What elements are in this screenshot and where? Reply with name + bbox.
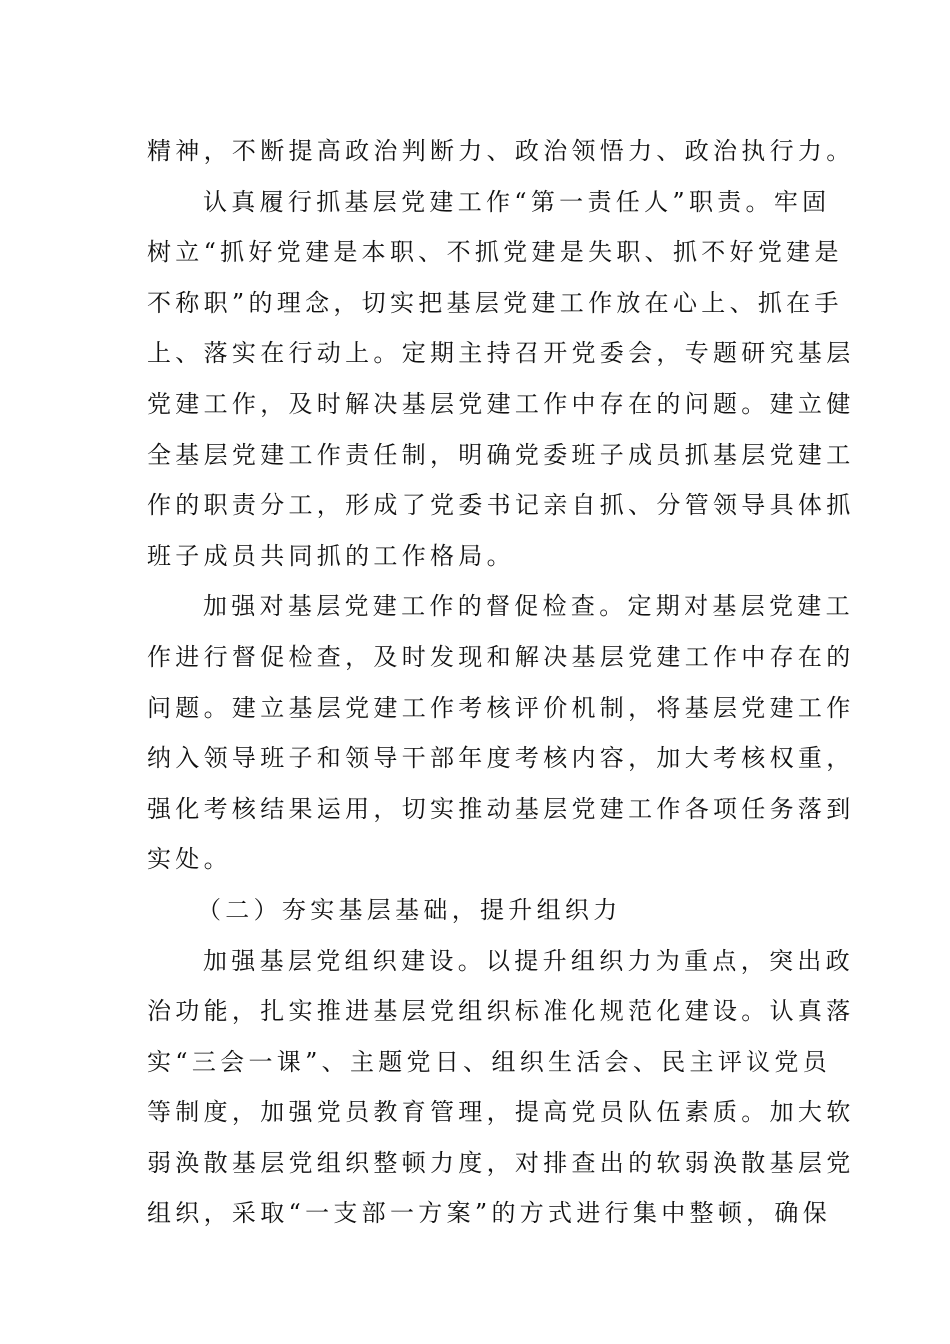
text-line: 班子成员共同抓的工作格局。 [147,541,515,570]
text-line: 问题。建立基层党建工作考核评价机制，将基层党建工作 [147,693,855,722]
text-line: 强化考核结果运用，切实推动基层党建工作各项任务落到 [147,794,855,823]
document-body [147,126,855,1239]
text-line: 作进行督促检查，及时发现和解决基层党建工作中存在的 [147,642,855,671]
text-line: 作的职责分工，形成了党委书记亲自抓、分管领导具体抓 [147,491,855,520]
text-line: 治功能，扎实推进基层党组织标准化规范化建设。认真落 [147,997,855,1026]
paragraph-first-line: 认真履行抓基层党建工作“第一责任人”职责。牢固 [203,187,831,216]
text-line: 不称职”的理念，切实把基层党建工作放在心上、抓在手 [147,288,843,317]
text-line: 实处。 [147,845,232,874]
paragraph-first-line: 加强对基层党建工作的督促检查。定期对基层党建工 [203,592,854,621]
text-line: 弱涣散基层党组织整顿力度，对排查出的软弱涣散基层党 [147,1148,855,1177]
text-line: 实“三会一课”、主题党日、组织生活会、民主评议党员 [147,1047,832,1076]
text-line: 组织，采取“一支部一方案”的方式进行集中整顿，确保 [147,1199,832,1228]
section-heading: （二）夯实基层基础，提升组织力 [197,895,622,924]
text-line: 树立“抓好党建是本职、不抓党建是失职、抓不好党建是 [147,238,843,267]
paragraph-first-line: 加强基层党组织建设。以提升组织力为重点，突出政 [203,946,854,975]
text-line: 精神，不断提高政治判断力、政治领悟力、政治执行力。 [147,137,855,165]
text-line: 上、落实在行动上。定期主持召开党委会，专题研究基层 [147,339,855,368]
text-line: 纳入领导班子和领导干部年度考核内容，加大考核权重， [147,744,855,773]
text-line: 全基层党建工作责任制，明确党委班子成员抓基层党建工 [147,440,855,469]
text-line: 党建工作，及时解决基层党建工作中存在的问题。建立健 [147,389,855,418]
text-line: 等制度，加强党员教育管理，提高党员队伍素质。加大软 [147,1098,855,1127]
